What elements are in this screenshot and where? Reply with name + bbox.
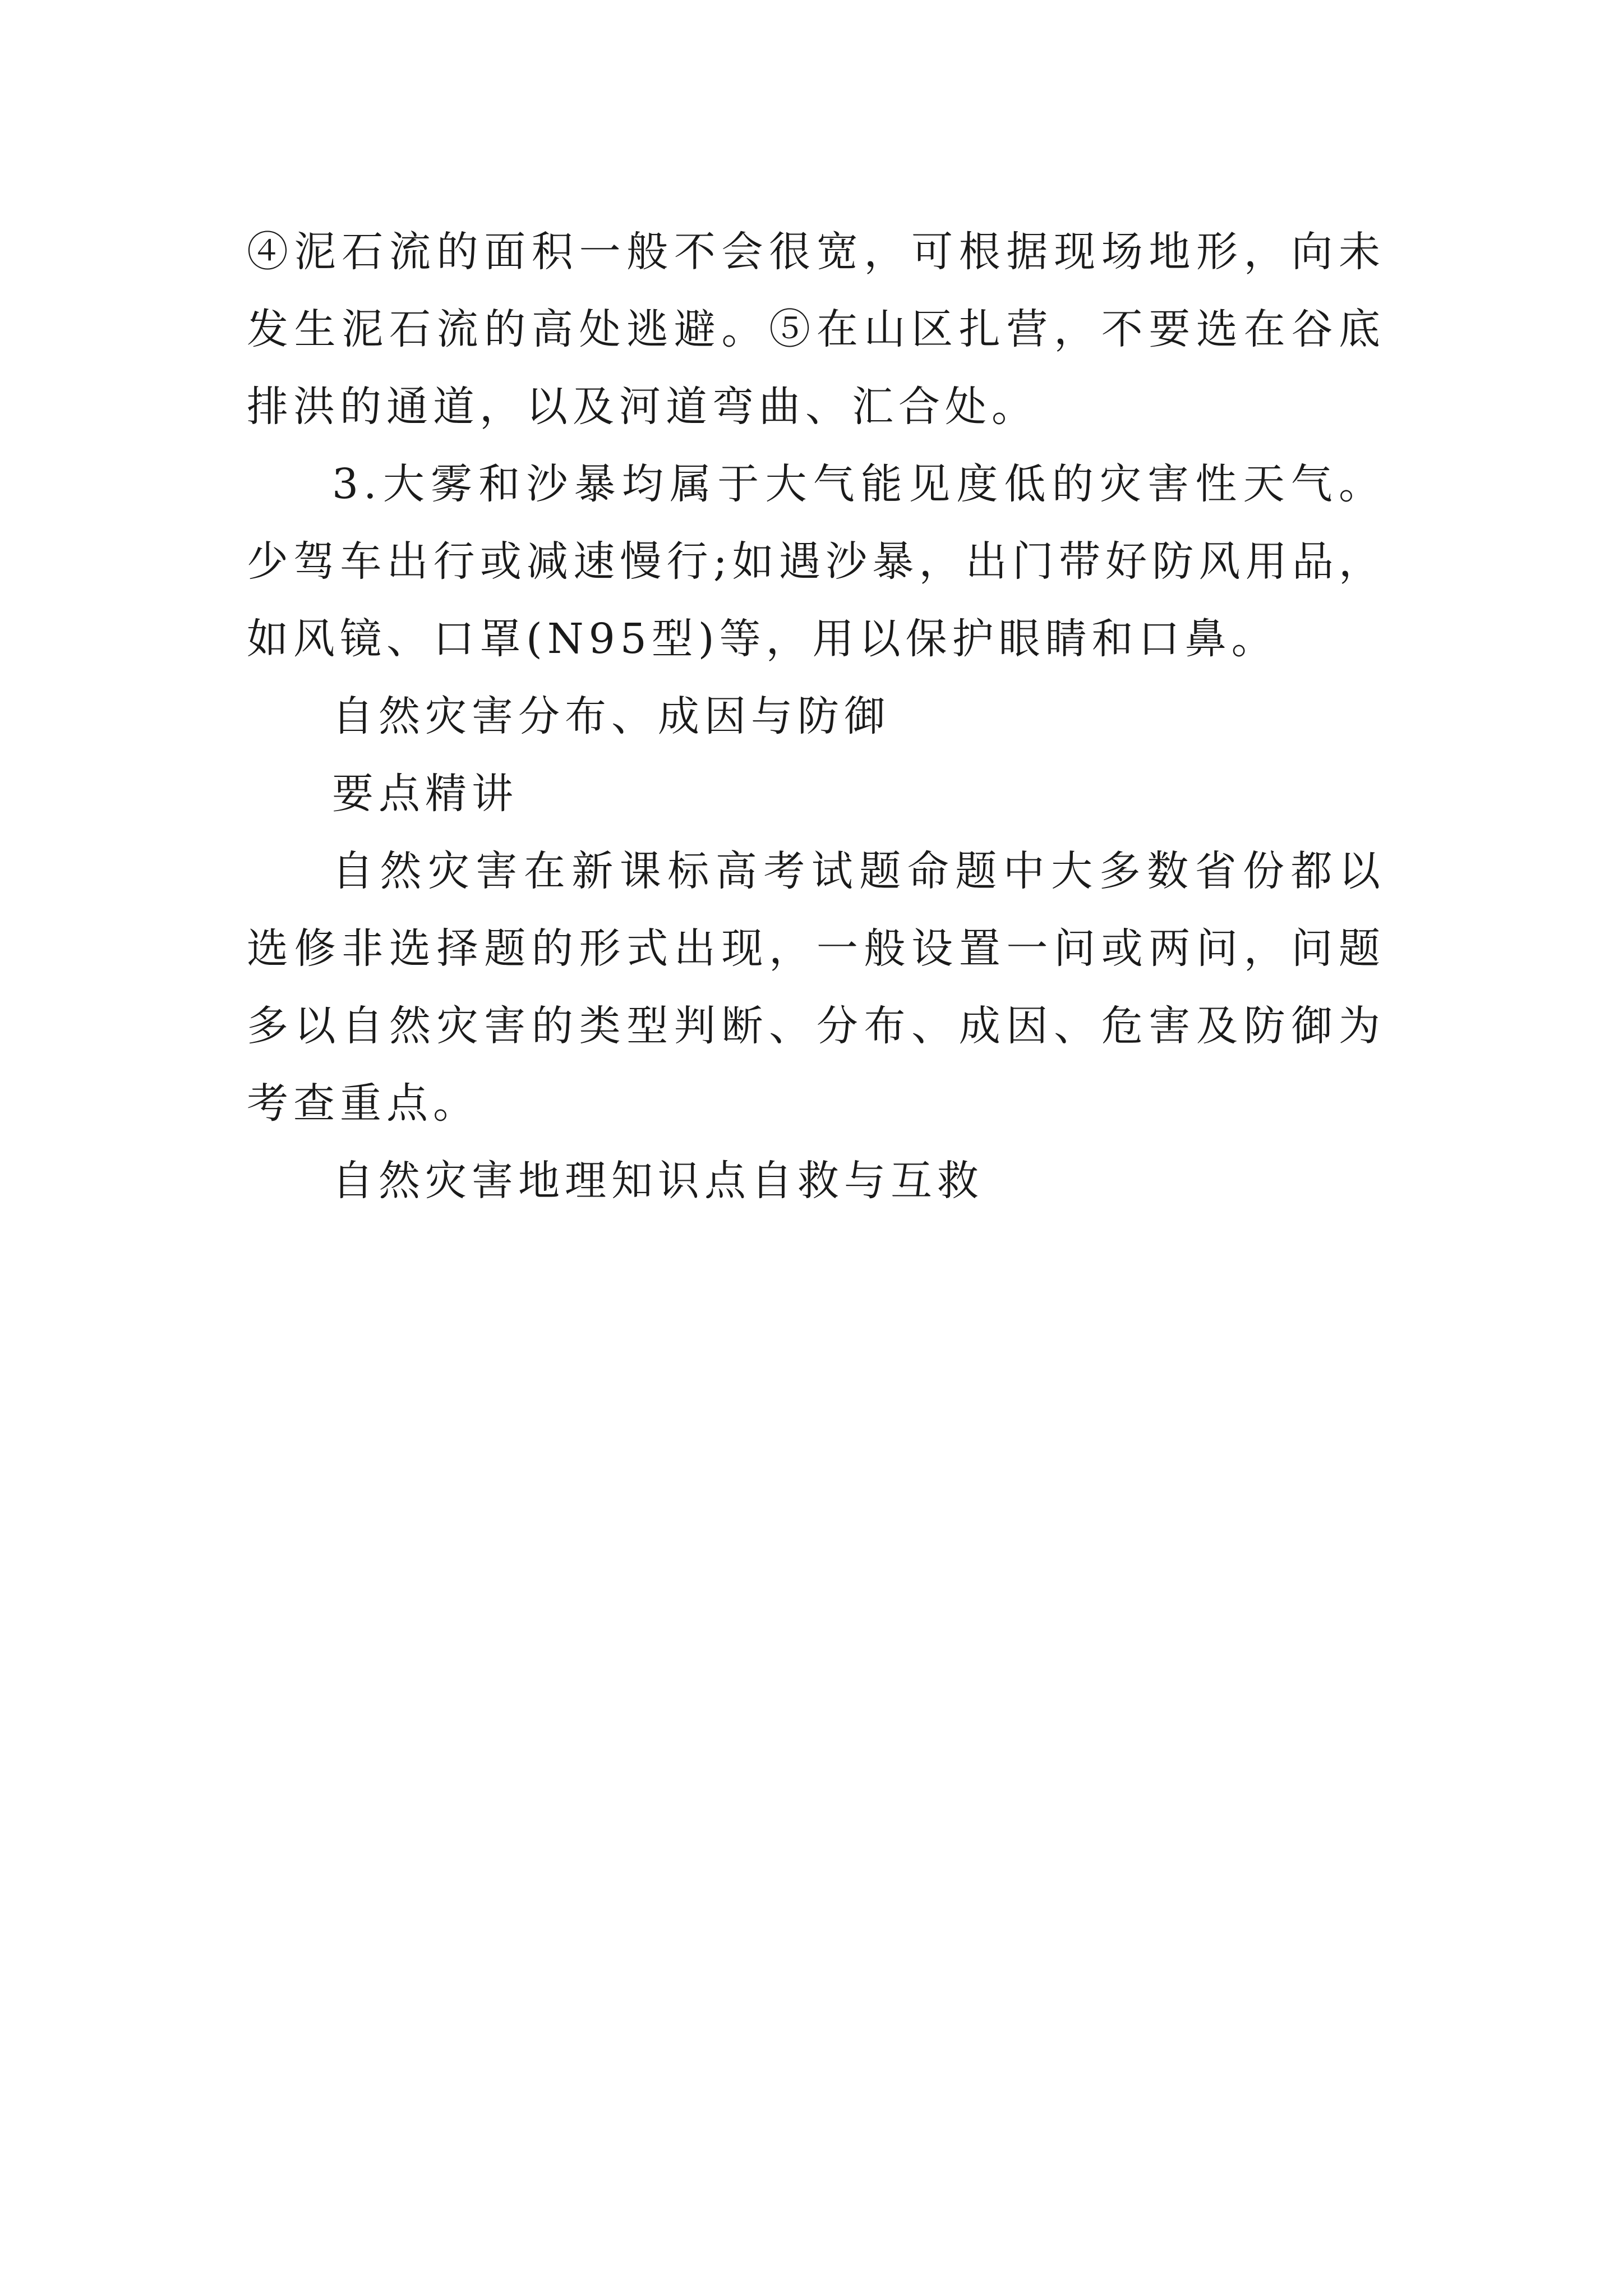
closing-heading: 自然灾害地理知识点自救与互救: [332, 1157, 984, 1205]
key-points-heading: 要点精讲: [332, 770, 518, 818]
document-body: [247, 213, 1385, 1220]
paragraph-fog-sandstorm: 3.大雾和沙暴均属于大气能见度低的灾害性天气。少驾车出行或减速慢行;如遇沙暴，出门带好防风用品，如风镜、口罩(N95型)等，用以保护眼睛和口鼻。: [247, 460, 1385, 663]
paragraph-exam-overview: 自然灾害在新课标高考试题命题中大多数省份都以选修非选择题的形式出现，一般设置一问或两问，问题多以自然灾害的类型判断、分布、成因、危害及防御为考查重点。: [247, 847, 1385, 1128]
paragraph-mudslide-escape: ④泥石流的面积一般不会很宽，可根据现场地形，向未发生泥石流的高处逃避。⑤在山区扎营，不要选在谷底排洪的通道，以及河道弯曲、汇合处。: [247, 228, 1385, 431]
section-heading: 自然灾害分布、成因与防御: [332, 692, 891, 740]
